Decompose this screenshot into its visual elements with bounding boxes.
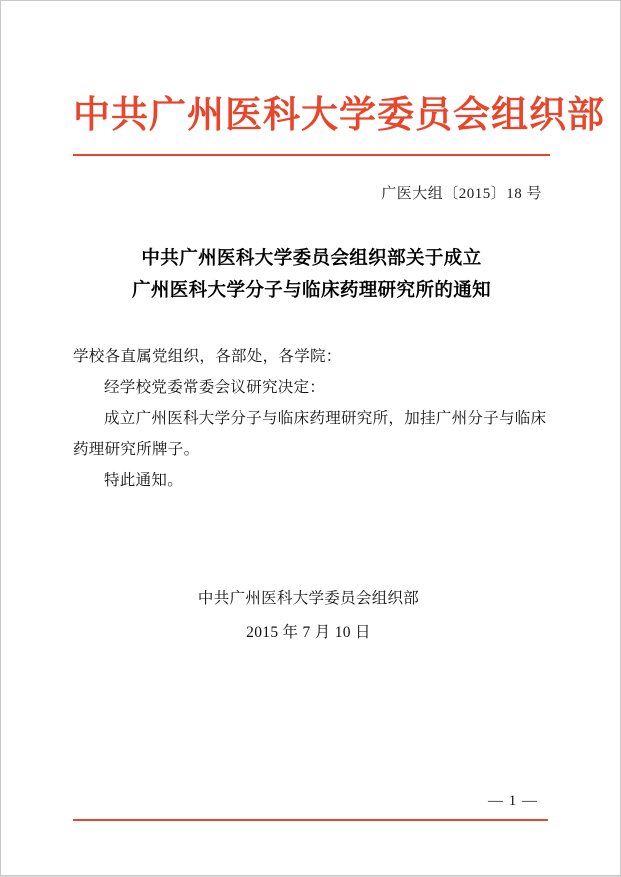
document-title-line-2: 广州医科大学分子与临床药理研究所的通知 [131,280,492,301]
footer-divider [73,819,548,821]
body-paragraph-3: 特此通知。 [104,472,184,490]
signature-date: 2015 年 7 月 10 日 [246,624,371,642]
document-content [73,341,550,496]
document-footer [73,793,548,821]
page-number: — 1 — [488,793,538,809]
body-paragraph-2: 成立广州医科大学分子与临床药理研究所，加挂广州分子与临床药理研究所牌子。 [73,410,547,459]
document-body [1,1,621,877]
document-masthead: 中共广州医科大学委员会组织部 [73,92,605,136]
document-title-line-1: 中共广州医科大学委员会组织部关于成立 [141,248,482,269]
body-paragraph-1: 经学校党委常委会议研究决定： [104,379,326,397]
signature-block [73,582,550,650]
document-title [73,243,550,308]
signature-issuer: 中共广州医科大学委员会组织部 [197,590,420,608]
salutation: 学校各直属党组织，各部处，各学院： [73,348,342,366]
masthead-divider [73,154,550,156]
document-number: 广医大组〔2015〕18 号 [381,185,542,202]
